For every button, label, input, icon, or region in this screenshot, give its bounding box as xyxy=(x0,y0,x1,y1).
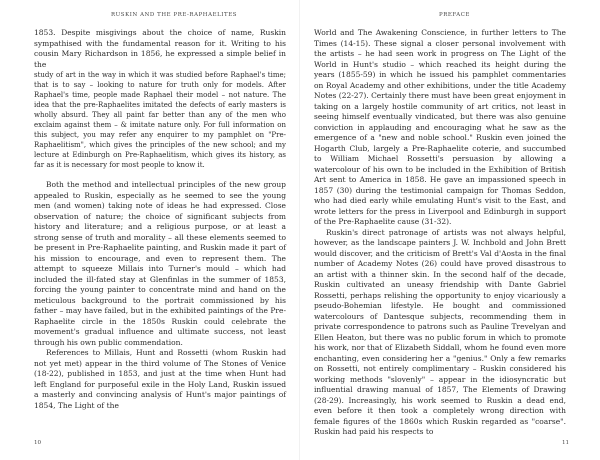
right-page xyxy=(300,0,600,460)
left-paragraph-2: Both the method and intellectual principles of the new group appealed to Ruskin, especially as he seemed to see the young men (and women) taking note of ideas he had expressed. Close observation of nature; the choice of significant subjects from history and literature; and a religious purpose, or at least a strong sense of truth and morality – all these elements seemed to be present in Pre-Raphaelite painting, and Ruskin made it part of his mission to encourage, and even to represent them. The attempt to squeeze Millais into Turner's mould – which had included the ill-fated stay at Glenfinlas in the summer of 1853, forcing the young painter to concentrate mind and hand on the meticulous background to the portrait commissioned by his father – may have failed, but in the exhibited paintings of the Pre-Raphaelite circle in the 1850s Ruskin could celebrate the movement's gradual influence and ultimate success, not least through his own public commendation. xyxy=(34,180,286,347)
running-head-right: PREFACE xyxy=(439,12,471,18)
page-number-left: 10 xyxy=(34,440,42,446)
right-paragraph-2: Ruskin's direct patronage of artists was not always helpful, however, as the landscape painters J. W. Inchbold and John Brett would discover, and the criticism of Brett's Val d'Aosta in the final number of Academy Notes (26) could have proved disastrous to an artist with a thinner skin. In the second half of the decade, Ruskin cultivated an uneasy friendship with Dante Gabriel Rossetti, perhaps relishing the opportunity to enjoy vicariously a pseudo-Bohemian lifestyle. He bought and commissioned watercolours of Dantesque subjects, recommending them in private correspondence to patrons such as Pauline Trevelyan and Ellen Heaton, but there was no public forum in which to promote his work, nor that of Elizabeth Siddall, whom he found even more enchanting, even considering her a "genius." Only a few remarks on Rossetti, not entirely complimentary – Ruskin considered his working methods "slovenly" – appear in the idiosyncratic but influential drawing manual of 1857, The Elements of Drawing (28-29). Increasingly, his work seemed to Ruskin a dead end, even before it then took a completely wrong direction with female figures of the 1860s which Ruskin regarded as "coarse". Ruskin had paid his respects to xyxy=(314,227,566,436)
left-page-text xyxy=(34,28,286,411)
page-number-right: 11 xyxy=(562,440,570,446)
block-quote: study of art in the way in which it was studied before Raphael's time; that is to say – looking to nature for truth only for models. After Raphael's time, people made Raphael their model – not nature. The idea that the pre-Raphaelites imitated the defects of early masters is wholly absurd. They all paint far better than any of the men who exclaim against them – & imitate nature only. For full information on this subject, you may refer any enquirer to my pamphlet on "Pre-Raphaelitism", which gives the principles of the new school; and my lecture at Edinburgh on Pre-Raphaelitism, which gives its history, as far as it is necessary for most people to know it. xyxy=(34,71,286,169)
right-paragraph-1: World and The Awakening Conscience, in further letters to The Times (14-15). These signal a closer personal involvement with the artists – he had seen work in progress on The Light of the World in Hunt's studio – which reached its height during the years (1855-59) in which he issued his pamphlet commentaries on Royal Academy and other exhibitions, under the title Academy Notes (22-27). Certainly there must have been great enjoyment in taking on a largely hostile community of art critics, not least in seeing himself eventually vindicated, but there was also genuine conviction in applauding and encouraging what he saw as the emergence of a "new and noble school." Ruskin even joined the Hogarth Club, largely a Pre-Raphaelite coterie, and succumbed to William Michael Rossetti's persuasion by allowing a watercolour of his own to be included in the Exhibition of British Art sent to America in 1858. He gave an impassioned speech in 1857 (30) during the testimonial campaign for Thomas Seddon, who had died early while emulating Hunt's visit to the East, and wrote letters for the press in Liverpool and Edinburgh in support of the Pre-Raphaelite cause (31-32). xyxy=(314,28,566,226)
right-page-text xyxy=(314,28,566,438)
running-head-left: RUSKIN AND THE PRE-RAPHAELITES xyxy=(111,12,238,18)
left-paragraph-1: 1853. Despite misgivings about the choice of name, Ruskin sympathised with the fundamental reason for it. Writing to his cousin Mary Richardson in 1856, he expressed a simple belief in the xyxy=(34,28,286,69)
left-paragraph-3: References to Millais, Hunt and Rossetti (whom Ruskin had not yet met) appear in the third volume of The Stones of Venice (18-22), published in 1853, and just at the time when Hunt had left England for purposeful exile in the Holy Land, Ruskin issued a masterly and convincing analysis of Hunt's major paintings of 1854, The Light of the xyxy=(34,348,286,410)
